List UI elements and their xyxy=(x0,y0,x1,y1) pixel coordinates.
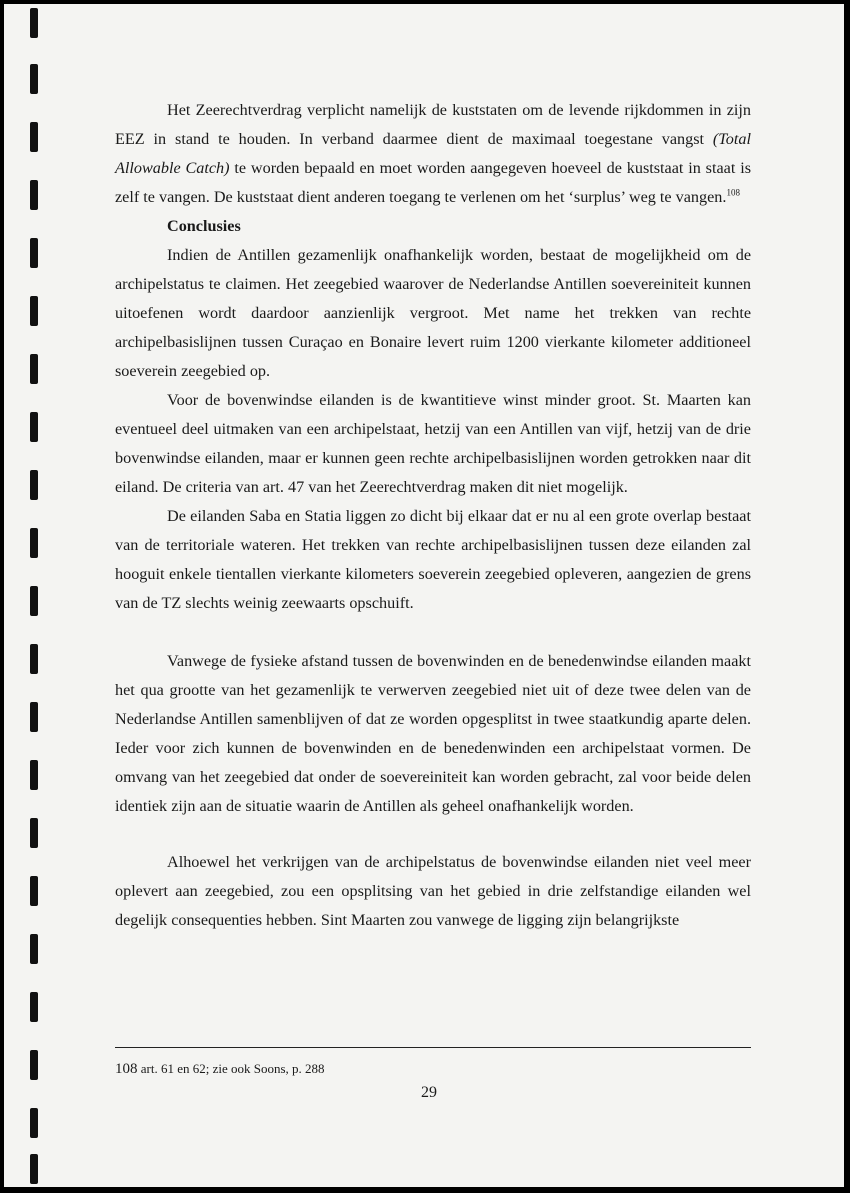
footnote-text: art. 61 en 62; zie ook Soons, p. 288 xyxy=(137,1061,325,1076)
binding-hole xyxy=(30,934,38,964)
binding-hole xyxy=(30,354,38,384)
binding-hole xyxy=(30,64,38,94)
binding-hole xyxy=(30,818,38,848)
footnote-number: 108 xyxy=(115,1061,138,1077)
document-page xyxy=(4,4,844,1187)
binding-hole xyxy=(30,122,38,152)
italic-term: (Total Allowable Catch) xyxy=(115,130,751,177)
binding-hole xyxy=(30,644,38,674)
paragraph-gap xyxy=(115,821,751,848)
paragraph-gap xyxy=(115,618,751,647)
paragraph-eez xyxy=(115,96,751,212)
paragraph-fysieke-afstand: Vanwege de fysieke afstand tussen de bovenwinden en de benedenwindse eilanden maakt het qua grootte van het gezamenlijk te verwerven zeegebied niet uit of deze twee delen van de Nederlandse Antillen samenblijven of dat ze worden opgesplitst in twee staatkundig aparte delen. Ieder voor zich kunnen de bovenwinden en de benedenwinden een archipelstaat vormen. De omvang van het zeegebied dat onder de soevereiniteit kan worden gebracht, zal voor beide delen identiek zijn aan de situatie waarin de Antillen als geheel onafhankelijk worden. xyxy=(115,652,751,815)
binding-hole xyxy=(30,8,38,38)
paragraph-text: te worden bepaald en moet worden aangegeven hoeveel de kuststaat in staat is zelf te vangen. De kuststaat dient anderen toegang te verlenen om het ‘surplus’ weg te vangen. xyxy=(115,159,751,206)
paragraph-bovenwindse: Voor de bovenwindse eilanden is de kwantitieve winst minder groot. St. Maarten kan eventueel deel uitmaken van een archipelstaat, hetzij van een Antillen van vijf, hetzij van de drie bovenwindse eilanden, maar er kunnen geen rechte archipelbasislijnen worden getrokken naar dit eiland. De criteria van art. 47 van het Zeerechtverdrag maken dit niet mogelijk. xyxy=(115,391,751,496)
binding-holes xyxy=(26,4,44,1187)
footnote-separator xyxy=(115,1047,751,1048)
binding-hole xyxy=(30,528,38,558)
paragraph-text: Het Zeerechtverdrag verplicht namelijk de kuststaten om de levende rijkdommen in zijn EEZ in stand te houden. In verband daarmee dient de maximaal toegestane vangst xyxy=(115,101,751,148)
binding-hole xyxy=(30,180,38,210)
body-text xyxy=(115,96,751,935)
binding-hole xyxy=(30,760,38,790)
binding-hole xyxy=(30,238,38,268)
binding-hole xyxy=(30,1050,38,1080)
binding-hole xyxy=(30,1108,38,1138)
binding-hole xyxy=(30,586,38,616)
binding-hole xyxy=(30,412,38,442)
paragraph-saba-statia: De eilanden Saba en Statia liggen zo dicht bij elkaar dat er nu al een grote overlap bestaat van de territoriale wateren. Het trekken van rechte archipelbasislijnen tussen deze eilanden zal hooguit enkele tientallen vierkante kilometers soeverein zeegebied opleveren, aangezien de grens van de TZ slechts weinig zeewaarts opschuift. xyxy=(115,507,751,612)
binding-hole xyxy=(30,470,38,500)
binding-hole xyxy=(30,992,38,1022)
binding-hole xyxy=(30,1154,38,1184)
footnote-reference: 108 xyxy=(726,187,740,198)
paragraph-opsplitsing: Alhoewel het verkrijgen van de archipelstatus de bovenwindse eilanden niet veel meer oplevert aan zeegebied, zou een opsplitsing van het gebied in drie zelfstandige eilanden wel degelijk consequenties hebben. Sint Maarten zou vanwege de ligging zijn belangrijkste xyxy=(115,853,751,929)
footnote xyxy=(115,1061,325,1078)
binding-hole xyxy=(30,702,38,732)
section-heading: Conclusies xyxy=(167,217,241,235)
binding-hole xyxy=(30,876,38,906)
paragraph-archipelstatus: Indien de Antillen gezamenlijk onafhankelijk worden, bestaat de mogelijkheid om de archipelstatus te claimen. Het zeegebied waarover de Nederlandse Antillen soevereiniteit kunnen uitoefenen wordt daardoor aanzienlijk vergroot. Met name het trekken van rechte archipelbasislijnen tussen Curaçao en Bonaire levert ruim 1200 vierkante kilometer additioneel soeverein zeegebied op. xyxy=(115,246,751,380)
binding-hole xyxy=(30,296,38,326)
page-number: 29 xyxy=(421,1084,437,1101)
